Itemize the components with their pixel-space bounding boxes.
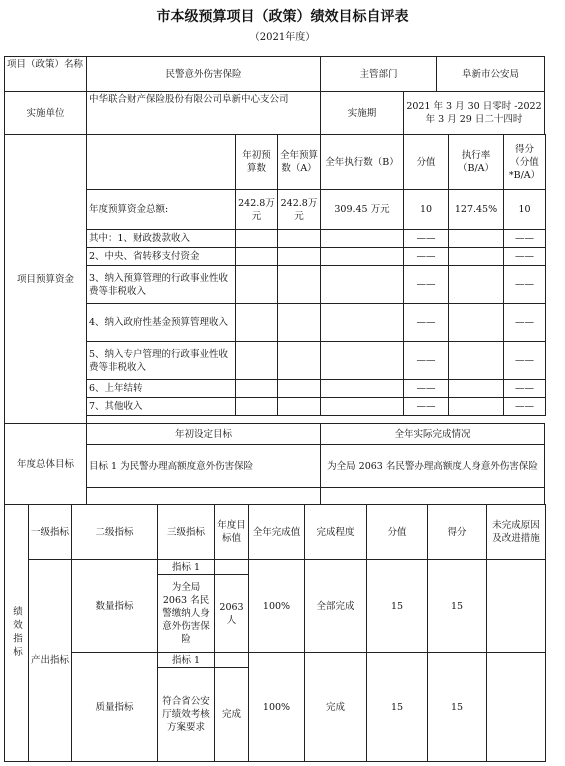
indicator-target: 完成 — [214, 667, 249, 762]
budget-header-cell: 全年执行数（B） — [320, 134, 404, 190]
budget-cell — [320, 341, 404, 380]
indicator-got: 15 — [427, 559, 487, 653]
initial-goal-blank — [86, 487, 321, 505]
budget-header-cell: 执行率（B/A） — [448, 134, 504, 190]
indicator-header-cell: 一级指标 — [28, 504, 72, 560]
budget-cell — [235, 379, 278, 398]
project-name-label: 项目（政策）名称 — [4, 56, 87, 92]
indicator-actual: 100% — [248, 559, 305, 653]
budget-cell: —— — [503, 379, 546, 398]
budget-header-cell: 全年预算数（A） — [277, 134, 321, 190]
page-subtitle: （2021年度） — [249, 32, 316, 43]
budget-cell — [235, 247, 278, 266]
budget-row-label: 7、其他收入 — [86, 397, 236, 416]
budget-cell — [277, 379, 321, 398]
indicator-header-cell: 二级指标 — [71, 504, 158, 560]
budget-cell: —— — [503, 397, 546, 416]
indicator-reason — [486, 559, 546, 653]
indicator-tag-blank — [214, 559, 249, 575]
budget-cell — [448, 397, 504, 416]
indicator-level2: 质量指标 — [71, 652, 158, 762]
budget-cell: —— — [403, 247, 449, 266]
budget-cell — [448, 379, 504, 398]
budget-cell — [277, 341, 321, 380]
budget-row-label: 6、上年结转 — [86, 379, 236, 398]
actual-goal-blank — [320, 487, 545, 505]
budget-cell: —— — [503, 341, 546, 380]
budget-cell — [320, 303, 404, 342]
dept-value: 阜新市公安局 — [436, 56, 545, 92]
budget-row-label: 4、纳入政府性基金预算管理收入 — [86, 303, 236, 342]
period-value: 2021 年 3 月 30 日零时 -2022 年 3 月 29 日二十四时 — [403, 91, 545, 135]
budget-cell: —— — [503, 247, 546, 266]
budget-cell: 10 — [503, 189, 546, 230]
indicator-got: 15 — [427, 652, 487, 762]
budget-row-label: 5、纳入专户管理的行政事业性收费等非税收入 — [86, 341, 236, 380]
indicator-tag: 指标 1 — [157, 559, 215, 575]
indicator-actual: 100% — [248, 652, 305, 762]
budget-header-blank — [86, 134, 236, 190]
budget-cell — [320, 379, 404, 398]
unit-value: 中华联合财产保险股份有限公司阜新中心支公司 — [86, 91, 321, 135]
indicator-score: 15 — [366, 652, 428, 762]
indicator-level2: 数量指标 — [71, 559, 158, 653]
budget-section-label: 项目预算资金 — [4, 134, 87, 424]
budget-cell — [235, 229, 278, 248]
indicator-tag-blank — [214, 652, 249, 668]
budget-header-cell: 年初预算数 — [235, 134, 278, 190]
budget-cell — [448, 341, 504, 380]
indicator-degree: 完成 — [304, 652, 367, 762]
indicator-target: 2063 人 — [214, 574, 249, 653]
budget-cell: 10 — [403, 189, 449, 230]
budget-cell — [320, 397, 404, 416]
initial-goal-header: 年初设定目标 — [86, 423, 321, 445]
budget-header-cell: 得分（分值*B/A） — [503, 134, 546, 190]
budget-cell — [235, 265, 278, 304]
budget-row-label: 3、纳入预算管理的行政事业性收费等非税收入 — [86, 265, 236, 304]
indicator-header-cell: 完成程度 — [304, 504, 367, 560]
budget-cell: 242.8万元 — [235, 189, 278, 230]
dept-label: 主管部门 — [320, 56, 437, 92]
unit-label: 实施单位 — [4, 91, 87, 135]
budget-cell — [235, 397, 278, 416]
budget-cell — [448, 303, 504, 342]
indicator-header-cell: 三级指标 — [157, 504, 215, 560]
indicator-reason — [486, 652, 546, 762]
indicators-section-label: 绩效指标 — [4, 504, 29, 762]
page-title: 市本级预算项目（政策）绩效目标自评表 — [156, 9, 409, 25]
initial-goal-value: 目标 1 为民警办理高额度意外伤害保险 — [86, 444, 321, 488]
budget-cell: —— — [503, 229, 546, 248]
annual-goal-label: 年度总体目标 — [4, 423, 87, 505]
budget-cell: —— — [403, 341, 449, 380]
indicator-level1: 产出指标 — [28, 559, 72, 762]
budget-cell: 309.45 万元 — [320, 189, 404, 230]
budget-row-label: 其中：1、财政拨款收入 — [86, 229, 236, 248]
budget-cell: —— — [403, 397, 449, 416]
budget-cell: 127.45% — [448, 189, 504, 230]
budget-cell — [448, 247, 504, 266]
budget-cell: —— — [403, 229, 449, 248]
budget-cell — [448, 229, 504, 248]
budget-cell — [277, 265, 321, 304]
indicator-header-cell: 年度目标值 — [214, 504, 249, 560]
budget-cell — [277, 397, 321, 416]
budget-cell: —— — [503, 265, 546, 304]
budget-cell: —— — [403, 265, 449, 304]
budget-cell — [277, 229, 321, 248]
budget-row-label: 2、中央、省转移支付资金 — [86, 247, 236, 266]
indicator-header-cell: 得分 — [427, 504, 487, 560]
indicator-header-cell: 全年完成值 — [248, 504, 305, 560]
budget-cell — [235, 303, 278, 342]
project-name-value: 民警意外伤害保险 — [86, 56, 321, 92]
budget-cell — [448, 265, 504, 304]
actual-goal-header: 全年实际完成情况 — [320, 423, 545, 445]
budget-cell: —— — [403, 379, 449, 398]
budget-cell: —— — [503, 303, 546, 342]
period-label: 实施期 — [320, 91, 404, 135]
indicator-degree: 全部完成 — [304, 559, 367, 653]
indicator-tag: 指标 1 — [157, 652, 215, 668]
actual-goal-value: 为全局 2063 名民警办理高额度人身意外伤害保险 — [320, 444, 545, 488]
budget-cell — [320, 247, 404, 266]
budget-row-label: 年度预算资金总额: — [86, 189, 236, 230]
budget-cell: 242.8万元 — [277, 189, 321, 230]
budget-cell — [320, 265, 404, 304]
budget-cell — [277, 247, 321, 266]
budget-cell — [235, 341, 278, 380]
budget-cell: —— — [403, 303, 449, 342]
indicator-level3: 为全局 2063 名民警缴纳人身意外伤害保险 — [157, 574, 215, 653]
budget-cell — [320, 229, 404, 248]
indicator-header-cell: 分值 — [366, 504, 428, 560]
budget-header-cell: 分值 — [403, 134, 449, 190]
indicator-score: 15 — [366, 559, 428, 653]
budget-cell — [277, 303, 321, 342]
indicator-header-cell: 未完成原因及改进措施 — [486, 504, 546, 560]
indicator-level3: 符合省公安厅绩效考核方案要求 — [157, 667, 215, 762]
